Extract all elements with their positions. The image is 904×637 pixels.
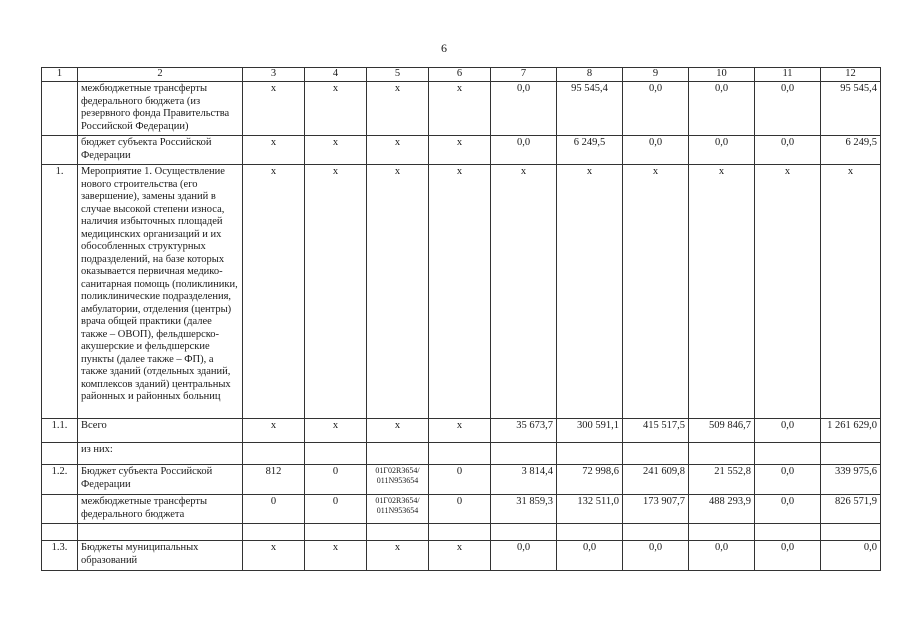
cell: 0,0 [689,82,755,136]
cell: 812 [243,465,305,495]
cell: 0,0 [623,136,689,165]
cell: x [429,541,491,571]
page-number: 6 [441,41,447,55]
row-name: Мероприятие 1. Осуществление нового строительства (его завершение), замены зданий в случае высокой степени износа, наличия избыточных площадей медицинских организаций и их обособленных структурных подразделений, на базе которых оказывается первичная медико-санитарная помощь (поликлиники, поликлинические подразделения, амбулатории, отделения (центры) врача общей практики (далее также – ОВОП), фельдшерско-акушерские и фельдшерские пункты (далее также – ФП), а также зданий (отдельных зданий, комплексов зданий) центральных районных и районных больниц [78,165,243,419]
cell: 72 998,6 [557,465,623,495]
header-cell: 5 [367,68,429,82]
row-number [42,524,78,541]
cell: 0,0 [755,136,821,165]
budget-table [41,67,881,571]
table-row [42,136,881,165]
cell: x [429,165,491,419]
cell: x [243,82,305,136]
cell: x [491,165,557,419]
cell: x [367,136,429,165]
table-row [42,495,881,524]
cell: x [689,165,755,419]
header-cell: 8 [557,68,623,82]
table-row [42,443,881,465]
cell: 0,0 [821,541,881,571]
cell: 95 545,4 [821,82,881,136]
cell [689,524,755,541]
cell: x [367,541,429,571]
cell [305,524,367,541]
cell: 0,0 [755,465,821,495]
cell: 0 [429,495,491,524]
cell [557,443,623,465]
cell: 6 249,5 [821,136,881,165]
cell: 173 907,7 [623,495,689,524]
code-line: 01Г02R3654/ [375,466,420,475]
cell: 132 511,0 [557,495,623,524]
cell-code [367,465,429,495]
header-cell: 11 [755,68,821,82]
cell: 0,0 [491,82,557,136]
cell [243,524,305,541]
cell [491,524,557,541]
row-number [42,136,78,165]
cell [755,524,821,541]
cell: 0,0 [557,541,623,571]
cell: x [623,165,689,419]
cell: x [429,136,491,165]
cell: x [305,136,367,165]
cell: 0,0 [755,495,821,524]
header-cell: 1 [42,68,78,82]
table-row [42,82,881,136]
row-number [42,495,78,524]
cell [623,443,689,465]
cell: x [557,165,623,419]
header-cell: 2 [78,68,243,82]
cell: x [305,165,367,419]
cell: 21 552,8 [689,465,755,495]
row-number: 1.1. [42,419,78,443]
row-name: Всего [78,419,243,443]
cell: x [305,541,367,571]
row-name: Бюджеты муниципальных образований [78,541,243,571]
table-row [42,465,881,495]
code-line: 011N953654 [376,476,419,485]
cell: x [243,419,305,443]
cell [429,524,491,541]
cell: 826 571,9 [821,495,881,524]
header-cell: 9 [623,68,689,82]
cell: x [305,82,367,136]
cell [623,524,689,541]
cell: 3 814,4 [491,465,557,495]
cell: x [305,419,367,443]
cell: 241 609,8 [623,465,689,495]
cell: x [429,82,491,136]
cell [305,443,367,465]
cell: 0,0 [491,136,557,165]
row-number: 1. [42,165,78,419]
cell: 0,0 [623,82,689,136]
cell: 95 545,4 [557,82,623,136]
cell [491,443,557,465]
cell: 0,0 [491,541,557,571]
cell [367,524,429,541]
cell [821,443,881,465]
cell: 415 517,5 [623,419,689,443]
cell: 339 975,6 [821,465,881,495]
code-line: 011N953654 [376,506,419,515]
row-number [42,82,78,136]
cell: x [367,165,429,419]
header-cell: 3 [243,68,305,82]
row-name: межбюджетные трансферты федерального бюджета (из резервного фонда Правительства Российской Федерации) [78,82,243,136]
cell: 0,0 [689,541,755,571]
cell: 6 249,5 [557,136,623,165]
cell: 488 293,9 [689,495,755,524]
cell: 0,0 [755,541,821,571]
cell: 1 261 629,0 [821,419,881,443]
cell [429,443,491,465]
cell: x [821,165,881,419]
table-row [42,541,881,571]
row-name: бюджет субъекта Российской Федерации [78,136,243,165]
row-name: межбюджетные трансферты федерального бюджета [78,495,243,524]
header-cell: 4 [305,68,367,82]
cell: x [243,541,305,571]
code-line: 01Г02R3654/ [375,496,420,505]
row-name [78,524,243,541]
cell: x [367,82,429,136]
cell: x [243,136,305,165]
cell [821,524,881,541]
cell [689,443,755,465]
row-number: 1.2. [42,465,78,495]
cell: 0 [305,465,367,495]
cell: 0,0 [755,419,821,443]
cell: x [367,419,429,443]
cell [755,443,821,465]
cell: 0 [305,495,367,524]
cell: 31 859,3 [491,495,557,524]
cell [243,443,305,465]
cell: 35 673,7 [491,419,557,443]
cell [557,524,623,541]
cell: 0,0 [689,136,755,165]
header-row [42,68,881,82]
row-number: 1.3. [42,541,78,571]
cell: 300 591,1 [557,419,623,443]
row-name: Бюджет субъекта Российской Федерации [78,465,243,495]
cell: x [429,419,491,443]
cell: 0 [429,465,491,495]
row-number [42,443,78,465]
cell: 0,0 [623,541,689,571]
cell: x [755,165,821,419]
header-cell: 10 [689,68,755,82]
table-row [42,419,881,443]
table-row [42,165,881,419]
header-cell: 12 [821,68,881,82]
cell-code [367,495,429,524]
cell: 509 846,7 [689,419,755,443]
row-name: из них: [78,443,243,465]
header-cell: 6 [429,68,491,82]
header-cell: 7 [491,68,557,82]
table-row [42,524,881,541]
cell [367,443,429,465]
cell: 0,0 [755,82,821,136]
cell: x [243,165,305,419]
cell: 0 [243,495,305,524]
